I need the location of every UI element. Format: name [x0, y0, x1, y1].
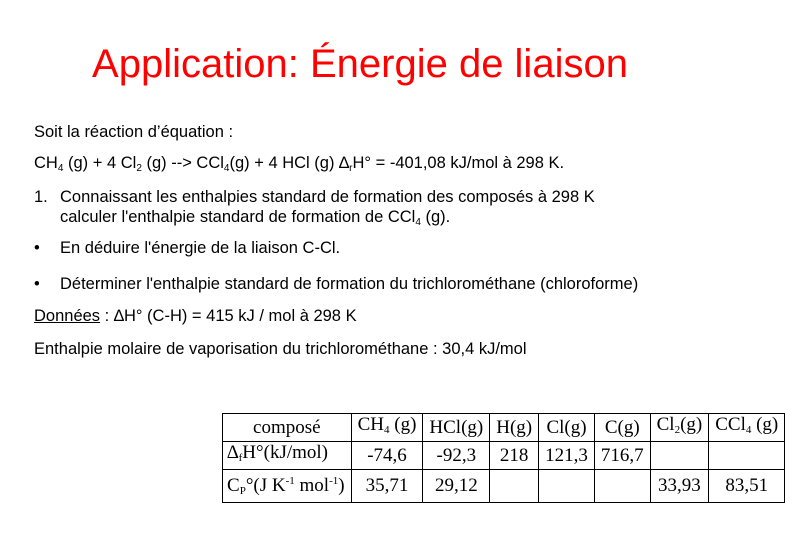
bullet-mark: •	[34, 275, 40, 293]
table-cell: -74,6	[351, 442, 423, 470]
table-cell: 218	[490, 442, 539, 470]
table-cell: -92,3	[423, 442, 490, 470]
table-cell	[709, 442, 785, 470]
table-cell: 33,93	[650, 470, 709, 503]
table-header-cell: HCl(g)	[423, 414, 490, 442]
table-header-cell: CCl4 (g)	[709, 414, 785, 442]
question-1-line-2: calculer l'enthalpie standard de formation de CCl$_4$ (g).	[60, 208, 451, 228]
thermo-data-table	[222, 413, 785, 503]
bullet-text: Déterminer l'enthalpie standard de formation du trichlorométhane (chloroforme)	[60, 275, 639, 293]
table-header-cell: composé	[223, 414, 352, 442]
donnees-label: Données	[34, 307, 101, 325]
slide-title: Application: Énergie de liaison	[92, 42, 628, 86]
table-header-cell: H(g)	[490, 414, 539, 442]
bullet-item	[34, 274, 714, 294]
table-header-cell: C(g)	[594, 414, 650, 442]
table-row-label: CP°(J $K^{-1}$ mol$^{-1}$)	[223, 470, 352, 503]
table-row	[223, 442, 785, 470]
table-cell: 35,71	[351, 470, 423, 503]
table-row	[223, 470, 785, 503]
bullet-text: En déduire l'énergie de la liaison C-Cl.	[60, 239, 341, 257]
bullet-item	[34, 238, 694, 258]
bullet-mark: •	[34, 239, 40, 257]
table-header-cell: CH4 (g)	[351, 414, 423, 442]
intro-text: Soit la réaction d’équation :	[34, 123, 234, 141]
table-row-label: ∆fH°(kJ/mol)	[223, 442, 352, 470]
table-row	[223, 414, 785, 442]
table-cell	[539, 470, 595, 503]
table-cell	[594, 470, 650, 503]
table-cell: 83,51	[709, 470, 785, 503]
vaporisation-text: Enthalpie molaire de vaporisation du trichlorométhane : 30,4 kJ/mol	[34, 340, 527, 358]
reaction-equation: $CH_4$ (g) + 4 $Cl_2$ (g) --> CCl$_4$(g) + 4 HCl (g) $\Delta_rH^\circ = -401,08$ kJ/mol à 298 K.	[34, 154, 565, 174]
question-1	[34, 187, 694, 227]
donnees-line: Données : ∆H° (C-H) = 415 kJ / mol à 298 K	[34, 307, 357, 325]
table-cell	[650, 442, 709, 470]
table-cell	[490, 470, 539, 503]
table-cell: 716,7	[594, 442, 650, 470]
table-cell: 29,12	[423, 470, 490, 503]
table-cell: 121,3	[539, 442, 595, 470]
question-1-line-1: Connaissant les enthalpies standard de formation des composés à 298 K	[60, 188, 595, 206]
question-number: 1.	[34, 188, 48, 206]
table-header-cell: Cl2(g)	[650, 414, 709, 442]
table-header-cell: Cl(g)	[539, 414, 595, 442]
